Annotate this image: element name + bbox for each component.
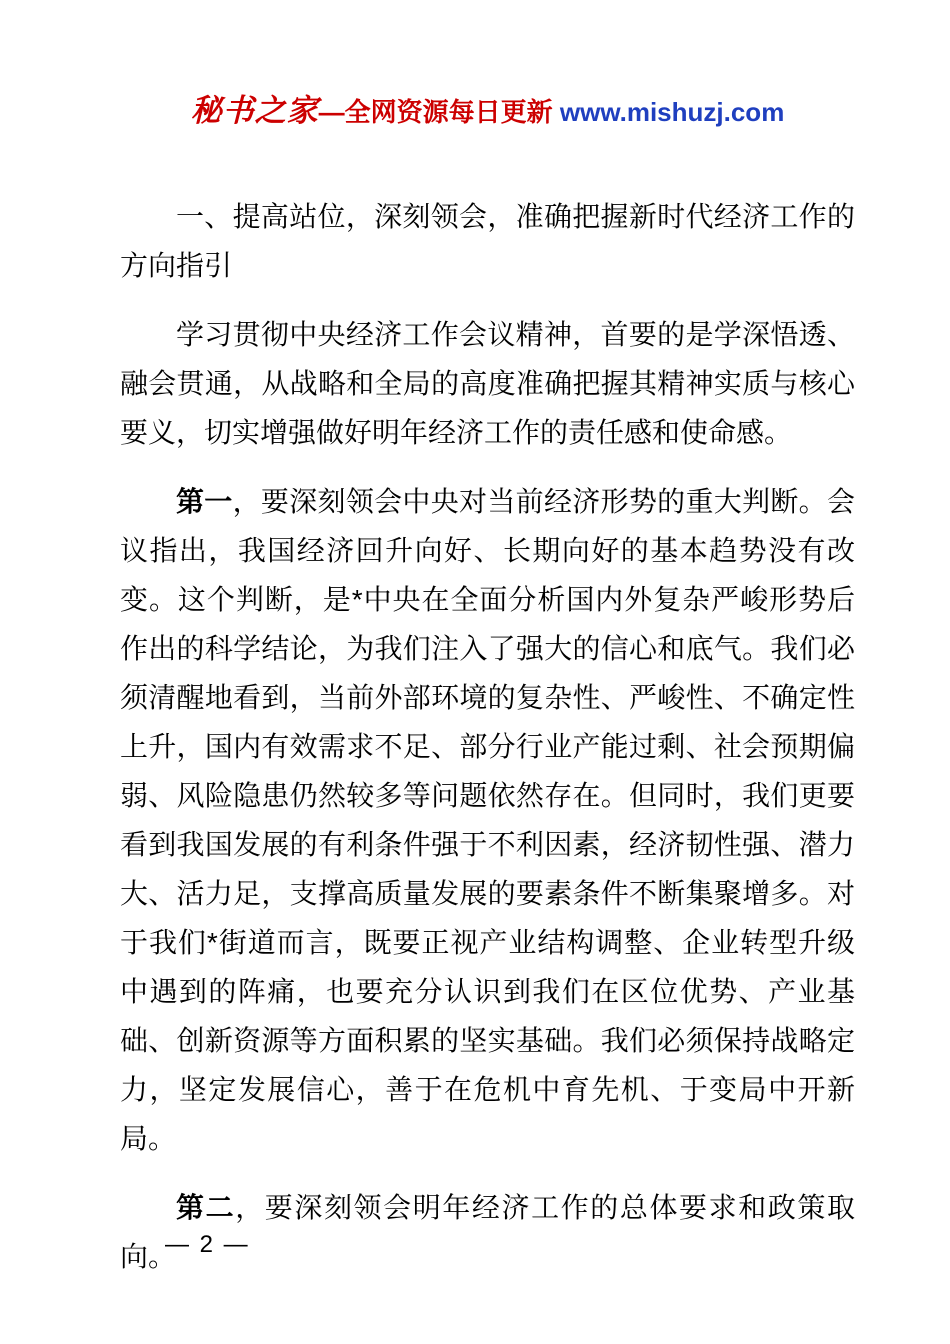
section-heading: 一、提高站位，深刻领会，准确把握新时代经济工作的方向指引 [120,201,855,281]
paragraph: 学习贯彻中央经济工作会议精神，首要的是学深悟透、融会贯通，从战略和全局的高度准确把握其精神实质与核心要义，切实增强做好明年经济工作的责任感和使命感。 [120,319,855,448]
paragraph: 第二，要深刻领会明年经济工作的总体要求和政策取向。 [120,1192,855,1272]
site-url-link[interactable]: www.mishuzj.com [559,97,785,127]
document-body [120,192,855,1281]
site-tagline: —全网资源每日更新 [318,97,560,127]
paragraphs-container [120,310,855,1281]
site-brand: 秘书之家 [190,93,319,128]
paragraph-lead: 第一 [176,486,233,517]
site-header [120,85,855,130]
page-number: — 2 — [165,1231,250,1258]
paragraph: 第一，要深刻领会中央对当前经济形势的重大判断。会议指出，我国经济回升向好、长期向好的基本趋势没有改变。这个判断，是*中央在全面分析国内外复杂严峻形势后作出的科学结论，为我们注入了强大的信心和底气。我们必须清醒地看到，当前外部环境的复杂性、严峻性、不确定性上升，国内有效需求不足、部分行业产能过剩、社会预期偏弱、风险隐患仍然较多等问题依然存在。但同时，我们更要看到我国发展的有利条件强于不利因素，经济韧性强、潜力大、活力足，支撑高质量发展的要素条件不断集聚增多。对于我们*街道而言，既要正视产业结构调整、企业转型升级中遇到的阵痛，也要充分认识到我们在区位优势、产业基础、创新资源等方面积累的坚实基础。我们必须保持战略定力，坚定发展信心，善于在危机中育先机、于变局中开新局。 [120,486,855,1154]
paragraph-lead: 第二 [176,1192,236,1223]
